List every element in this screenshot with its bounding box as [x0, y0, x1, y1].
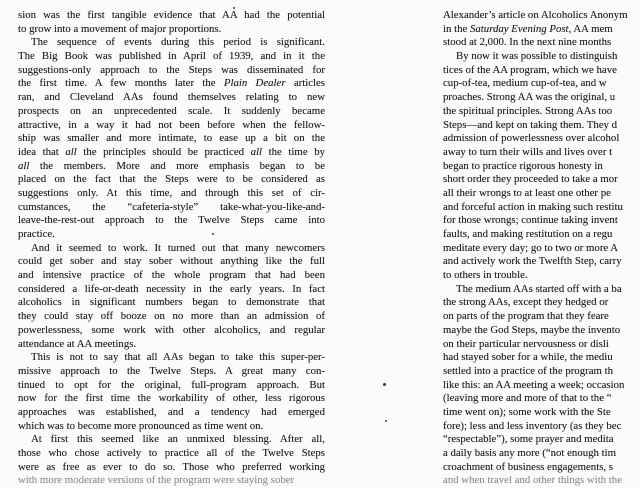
text-line: [443, 146, 640, 160]
text-line: [18, 351, 325, 365]
text-segment: and intensive practice of the whole program that had been: [18, 269, 325, 282]
text-line: [18, 420, 325, 434]
text-segment: in the: [443, 22, 470, 35]
text-line: [443, 392, 640, 406]
text-line: [443, 214, 640, 228]
text-segment: a daily basis any more (“not enough tim: [443, 447, 617, 459]
scan-speck: [385, 420, 387, 422]
text-segment: cumstances, the “cafeteria-style” take-what-you-like-and-: [18, 200, 325, 213]
text-segment: those who chose actively to practice all of the Twelve Steps: [18, 447, 325, 459]
text-segment: idea that: [18, 145, 66, 158]
italic-text-segment: all: [18, 159, 30, 172]
text-segment: “respectable”), some prayer and medita: [443, 433, 614, 446]
text-segment: the first time. A few months later the: [18, 77, 224, 90]
text-line: [18, 105, 325, 119]
text-segment: now for the first time the workability of other, less rigorous: [18, 392, 325, 405]
text-line: [18, 146, 325, 160]
text-line: [18, 296, 325, 310]
text-line: [443, 283, 640, 297]
text-segment: and when travel and other things with the: [443, 474, 623, 487]
text-line: [18, 474, 325, 488]
italic-text-segment: Saturday Evening Post: [470, 22, 569, 35]
text-line: [18, 132, 325, 146]
text-line: [443, 447, 640, 461]
text-segment: faults, and making restitution on a regu: [443, 228, 613, 240]
text-line: [443, 187, 640, 201]
text-line: [443, 461, 640, 475]
text-segment: prospects on an unprecedented scale. It suddenly became: [18, 104, 325, 117]
text-line: [18, 91, 325, 105]
text-segment: placed on the fact that the Steps were to be considered as: [18, 173, 325, 186]
text-line: [443, 420, 640, 434]
text-segment: attractive, in a way it had not been before when the fellow-: [18, 118, 325, 131]
text-line: [18, 379, 325, 393]
text-line: [18, 50, 325, 64]
text-segment: the principles should be practiced: [76, 145, 251, 158]
text-segment: the strong AAs, except they hedged or: [443, 296, 609, 309]
text-segment: and forceful action in making such restitu: [443, 200, 623, 213]
text-segment: short order they proceeded to take a mor: [443, 173, 618, 186]
text-line: [18, 119, 325, 133]
text-line: [443, 269, 640, 283]
text-segment: to grow into a movement of major proportions.: [18, 22, 222, 35]
text-segment: The Big Book was published in April of 1939, and in it the: [18, 50, 325, 63]
text-segment: croachment of business engagements, s: [443, 460, 614, 473]
text-segment: ship was smaller and more intimate, to ease up a bit on the: [18, 132, 325, 145]
text-line: [443, 119, 640, 133]
text-segment: the time by: [262, 145, 325, 158]
text-segment: had stayed sober for a while, the mediu: [443, 351, 613, 364]
text-line: [18, 447, 325, 461]
italic-text-segment: Plain Dealer: [223, 77, 286, 90]
text-segment: all their wrongs to at least one other pe: [443, 186, 611, 199]
text-line: [443, 255, 640, 269]
text-segment: ran, and Cleveland AAs found themselves relating to new: [18, 91, 325, 104]
text-line: [18, 392, 325, 406]
text-line: [443, 310, 640, 324]
text-line: [443, 228, 640, 242]
text-segment: like this: an AA meeting a week; occasion: [443, 378, 625, 391]
scan-speck: [212, 233, 214, 235]
text-segment: meditate every day; go to two or more A: [443, 241, 619, 254]
text-line: [443, 105, 640, 119]
text-segment: alcoholics in significant numbers began to demonstrate that: [18, 296, 325, 309]
text-segment: And it seemed to work. It turned out that many newcomers: [31, 241, 325, 254]
text-line: [443, 379, 640, 393]
text-line: [18, 23, 325, 37]
text-segment: on their particular nervousness or disli: [443, 337, 609, 350]
text-line: [443, 77, 640, 91]
text-line: [443, 242, 640, 256]
text-line: [443, 474, 640, 488]
text-segment: attendance at AA meetings.: [18, 337, 137, 350]
text-segment: missive approach to the Twelve Steps. A great many con-: [18, 364, 325, 377]
text-line: [18, 269, 325, 283]
text-line: [443, 365, 640, 379]
text-line: [443, 160, 640, 174]
text-segment: tices of the AA program, which we have: [443, 63, 617, 76]
text-segment: began to practice rigorous honesty in: [443, 159, 603, 172]
text-segment: , AA mem: [568, 22, 613, 35]
text-line: [18, 461, 325, 475]
text-segment: (leaving more and more of that to the “: [443, 392, 612, 405]
text-line: [18, 433, 325, 447]
text-line: [18, 365, 325, 379]
text-segment: cup-of-tea, medium cup-of-tea, and w: [443, 77, 607, 90]
text-line: [18, 283, 325, 297]
text-segment: maybe the God Steps, maybe the invento: [443, 323, 621, 336]
text-segment: with more moderate versions of the program were staying sober: [18, 474, 295, 487]
text-segment: to others in trouble.: [443, 269, 528, 282]
text-line: [18, 201, 325, 215]
text-line: [443, 406, 640, 420]
text-segment: sion was the first tangible evidence that AA had the potential: [18, 9, 325, 21]
text-segment: Alexander’s article on Alcoholics Anonym: [443, 9, 628, 21]
text-line: [18, 9, 325, 23]
text-line: [18, 406, 325, 420]
text-line: [443, 91, 640, 105]
text-line: [443, 36, 640, 50]
text-line: [18, 214, 325, 228]
text-line: [443, 324, 640, 338]
text-segment: practice.: [18, 228, 55, 240]
text-segment: At first this seemed like an unmixed blessing. After all,: [31, 433, 325, 446]
text-line: [18, 173, 325, 187]
left-page-column: [18, 9, 325, 488]
text-segment: The medium AAs started off with a ba: [456, 282, 622, 295]
text-line: [443, 132, 640, 146]
text-segment: and actively work the Twelfth Step, carry: [443, 255, 622, 268]
text-segment: proaches. Strong AA was the original, u: [443, 91, 616, 104]
text-segment: time went on); some work with the Ste: [443, 405, 611, 418]
text-line: [443, 64, 640, 78]
text-line: [18, 77, 325, 91]
text-line: [443, 173, 640, 187]
text-line: [18, 242, 325, 256]
text-segment: suggestions-only approach to the Steps was disseminated for: [18, 63, 325, 76]
text-line: [443, 296, 640, 310]
text-line: [443, 50, 640, 64]
text-line: [18, 310, 325, 324]
text-segment: admission of powerlessness over alcohol: [443, 132, 620, 145]
text-segment: away to turn their wills and lives over t: [443, 145, 613, 158]
text-segment: which was to become more pronounced as time went on.: [18, 419, 264, 432]
text-line: [443, 23, 640, 37]
text-segment: the members. More and more emphasis began to be: [29, 159, 325, 172]
text-line: [18, 160, 325, 174]
text-segment: stood at 2,000. In the next nine months: [443, 36, 612, 49]
italic-text-segment: all: [250, 145, 263, 158]
text-segment: on parts of the program that they feare: [443, 310, 609, 323]
text-segment: suggestions only. At this time, and through this set of cir-: [18, 186, 325, 199]
text-line: [18, 255, 325, 269]
text-line: [443, 338, 640, 352]
scan-speck: [233, 7, 235, 9]
text-line: [18, 228, 325, 242]
text-segment: tinued to opt for the original, full-program approach. But: [18, 378, 325, 391]
right-page-column: [443, 9, 640, 488]
text-segment: Steps—and kept on taking them. They d: [443, 118, 618, 131]
text-segment: This is not to say that all AAs began to take this super-per-: [31, 351, 325, 364]
text-line: [18, 64, 325, 78]
text-segment: considered a life-or-death necessity in the early years. In fact: [18, 282, 325, 295]
scan-speck: [383, 383, 386, 386]
text-segment: approaches was established, and a tendency had emerged: [18, 405, 325, 418]
italic-text-segment: all: [65, 145, 77, 158]
text-segment: the spiritual principles. Strong AAs too: [443, 104, 613, 117]
text-line: [443, 201, 640, 215]
text-line: [18, 338, 325, 352]
text-segment: leave-the-rest-out approach to the Twelve Steps came into: [18, 214, 325, 227]
text-segment: The sequence of events during this period is significant.: [31, 36, 325, 49]
text-line: [18, 36, 325, 50]
text-line: [18, 187, 325, 201]
text-segment: they could stay off booze on no more than an admission of: [18, 310, 325, 323]
text-segment: settled into a practice of the program th: [443, 364, 613, 377]
text-line: [443, 351, 640, 365]
text-line: [18, 324, 325, 338]
text-line: [443, 9, 640, 23]
text-segment: By now it was possible to distinguish: [456, 50, 618, 63]
text-segment: powerlessness, some work with other alcoholics, and regular: [18, 323, 325, 336]
text-segment: fore); less and less inventory (as they bec: [443, 419, 622, 432]
text-segment: for those wrongs; continue taking invent: [443, 214, 618, 227]
text-line: [443, 433, 640, 447]
text-segment: could get sober and stay sober without anything like the full: [18, 255, 325, 268]
text-segment: articles: [285, 77, 325, 90]
text-segment: were as free as ever to do so. Those who preferred working: [18, 460, 325, 473]
